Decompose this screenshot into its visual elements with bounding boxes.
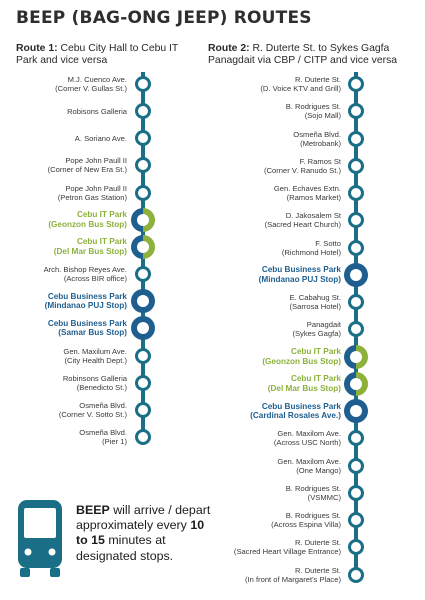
stop-name: Robinsons Galleria xyxy=(62,373,127,383)
stop-detail: (Corner V. Gullas St.) xyxy=(55,84,127,93)
marker-left-half xyxy=(131,289,143,313)
stop-label xyxy=(274,184,341,202)
stop-name: Osmeña Blvd. xyxy=(79,400,127,410)
it-park-stop-marker xyxy=(344,345,368,369)
stop-marker xyxy=(348,185,364,201)
marker-left-half xyxy=(344,263,356,287)
stop-detail: (City Health Dept.) xyxy=(64,355,127,365)
stop-marker xyxy=(135,130,151,146)
stop-name: R. Duterte St. xyxy=(294,565,341,575)
stop-marker xyxy=(135,348,151,364)
stop-label xyxy=(293,130,341,148)
stop-label xyxy=(292,320,341,338)
stop-marker xyxy=(135,429,151,445)
marker-left-half xyxy=(344,399,356,423)
stop-name: Osmeña Blvd. xyxy=(79,427,127,437)
stop-name: Gen. Maxilom Ave. xyxy=(277,429,341,439)
stop-label xyxy=(48,210,127,229)
stop-detail: (Pier 1) xyxy=(102,436,127,446)
marker-right-half xyxy=(143,316,155,340)
marker-left-half xyxy=(131,235,143,259)
marker-right-half xyxy=(143,208,155,232)
stop-marker xyxy=(348,76,364,92)
stop-marker xyxy=(348,240,364,256)
route-1-name: Route 1: xyxy=(16,43,58,54)
stop-detail: (Across USC North) xyxy=(273,438,341,448)
stop-label xyxy=(245,566,341,584)
stop-marker xyxy=(348,321,364,337)
marker-right-half xyxy=(356,263,368,287)
stop-name: Pope John Paull II xyxy=(65,183,127,193)
stop-marker xyxy=(348,567,364,583)
stop-detail: (Benedicto St.) xyxy=(76,382,127,392)
stop-detail: (In front of Margaret's Place) xyxy=(245,574,341,584)
stop-name: Panagdait xyxy=(306,320,341,330)
stop-label xyxy=(63,374,127,392)
business-park-stop-marker xyxy=(344,399,368,423)
stop-label xyxy=(67,107,127,116)
stop-marker xyxy=(348,131,364,147)
stop-marker xyxy=(348,158,364,174)
marker-center xyxy=(350,269,362,281)
stop-name: F. Sotto xyxy=(315,238,341,248)
stop-detail: (Geonzon Bus Stop) xyxy=(48,219,127,229)
bus-icon xyxy=(16,500,64,578)
business-park-stop-marker xyxy=(344,263,368,287)
stop-label xyxy=(59,401,127,419)
stop-detail: (Richmond Hotel) xyxy=(281,247,341,257)
stop-name: F. Ramos St xyxy=(299,156,341,166)
stop-detail: (D. Voice KTV and Grill) xyxy=(260,84,341,93)
stop-name: Cebu IT Park xyxy=(290,374,341,384)
stop-label xyxy=(286,484,341,502)
stop-label xyxy=(271,511,341,529)
marker-center xyxy=(137,241,149,253)
stop-detail: (Geonzon Bus Stop) xyxy=(262,356,341,366)
stop-marker xyxy=(348,103,364,119)
note-text-2: minutes at designated stops. xyxy=(76,533,174,563)
stop-detail: (Corner V. Ranudo St.) xyxy=(264,165,341,175)
stop-label xyxy=(48,319,127,338)
stop-name: Gen. Echaves Extn. xyxy=(273,184,341,193)
marker-center xyxy=(137,214,149,226)
stop-name: R. Duterte St. xyxy=(294,538,341,548)
stop-name: B. Rodrigues St. xyxy=(285,102,341,112)
stop-marker xyxy=(135,76,151,92)
it-park-stop-marker xyxy=(131,208,155,232)
stop-detail: (VSMMC) xyxy=(307,492,341,502)
frequency-note xyxy=(76,503,216,564)
stop-name: Cebu Business Park xyxy=(47,291,127,301)
route-2-description: R. Duterte St. to Sykes Gagfa Panagdait via CBP / CITP and vice versa xyxy=(208,43,398,66)
stop-marker xyxy=(348,512,364,528)
stop-name: Cebu IT Park xyxy=(76,237,127,247)
stop-label xyxy=(234,538,341,556)
stop-name: B. Rodrigues St. xyxy=(285,483,341,493)
stop-name: Gen. Maxilum Ave. xyxy=(63,346,127,356)
marker-center xyxy=(350,351,362,363)
stop-label xyxy=(55,75,127,93)
stop-detail: (Sarrosa Hotel) xyxy=(289,302,341,311)
stop-detail: (Samar Bus Stop) xyxy=(58,328,127,338)
stop-name: Gen. Maxilom Ave. xyxy=(277,456,341,466)
marker-right-half xyxy=(143,289,155,313)
marker-right-half xyxy=(143,235,155,259)
stop-label xyxy=(75,134,127,143)
it-park-stop-marker xyxy=(131,235,155,259)
marker-right-half xyxy=(356,345,368,369)
stop-marker xyxy=(348,294,364,310)
stop-name: Cebu Business Park xyxy=(261,265,341,275)
marker-center xyxy=(350,378,362,390)
marker-right-half xyxy=(356,372,368,396)
stop-label xyxy=(289,293,341,311)
stop-detail: (Metrobank) xyxy=(300,138,341,148)
note-interval: 10 to 15 xyxy=(76,518,205,548)
stop-detail: (One Mango) xyxy=(296,465,341,475)
stop-label xyxy=(63,347,127,365)
stop-marker xyxy=(135,375,151,391)
stop-detail: (Ramos Market) xyxy=(286,193,341,202)
marker-left-half xyxy=(131,316,143,340)
stop-detail: (Del Mar Bus Stop) xyxy=(267,383,341,393)
stop-label xyxy=(264,157,341,175)
stop-label xyxy=(260,75,341,93)
stop-detail: (Across Espina Villa) xyxy=(271,520,341,529)
stop-detail: (Del Mar Bus Stop) xyxy=(53,246,127,256)
stop-name: D. Jakosalem St xyxy=(285,211,341,221)
stop-marker xyxy=(348,458,364,474)
stop-name: M.J. Cuenco Ave. xyxy=(67,75,127,84)
stop-name: Robisons Galleria xyxy=(67,106,127,116)
stop-detail: (Sacred Heart Village Entrance) xyxy=(233,547,341,557)
stop-label xyxy=(45,292,127,311)
stop-marker xyxy=(135,266,151,282)
stop-label xyxy=(268,374,341,393)
stop-name: Cebu Business Park xyxy=(47,318,127,328)
stop-marker xyxy=(348,539,364,555)
route-1-description: Cebu City Hall to Cebu IT Park and vice versa xyxy=(16,43,179,66)
stop-name: A. Soriano Ave. xyxy=(74,133,127,143)
stop-detail: (Corner of New Era St.) xyxy=(47,165,127,175)
stop-detail: (Mindanao PUJ Stop) xyxy=(44,301,127,311)
stop-name: Arch. Bishop Reyes Ave. xyxy=(43,265,127,275)
route-1-line xyxy=(141,72,145,437)
stop-name: B. Rodrigues St. xyxy=(285,511,341,520)
stop-marker xyxy=(135,157,151,173)
stop-name: Osmeña Blvd. xyxy=(293,129,341,139)
page-title: BEEP (BAG-ONG JEEP) ROUTES xyxy=(16,8,312,28)
business-park-stop-marker xyxy=(131,289,155,313)
route-2-name: Route 2: xyxy=(208,43,250,54)
route-1-header xyxy=(16,43,201,67)
stop-marker xyxy=(135,402,151,418)
stop-detail: (Petron Gas Station) xyxy=(57,192,127,202)
stop-name: Pope John Paull II xyxy=(65,156,127,166)
stop-marker xyxy=(348,212,364,228)
stop-detail: (Sacred Heart Church) xyxy=(264,220,341,230)
stop-name: E. Cabahug St. xyxy=(289,293,341,302)
stop-marker xyxy=(348,485,364,501)
it-park-stop-marker xyxy=(344,372,368,396)
marker-center xyxy=(137,322,149,334)
marker-right-half xyxy=(356,399,368,423)
marker-left-half xyxy=(344,345,356,369)
stop-label xyxy=(44,265,127,283)
marker-left-half xyxy=(131,208,143,232)
marker-center xyxy=(350,405,362,417)
business-park-stop-marker xyxy=(131,316,155,340)
note-text-1: will arrive / depart approximately every xyxy=(76,503,211,533)
stop-label xyxy=(48,156,127,174)
stop-marker xyxy=(135,103,151,119)
route-2-header xyxy=(208,43,420,67)
stop-name: Cebu IT Park xyxy=(290,347,341,356)
stop-label xyxy=(58,184,127,202)
stop-detail: (Cardinal Rosales Ave.) xyxy=(250,411,341,420)
stop-name: Cebu Business Park xyxy=(261,401,341,411)
stop-label xyxy=(274,429,341,447)
stop-label xyxy=(282,239,341,257)
marker-center xyxy=(137,295,149,307)
stop-label xyxy=(277,457,341,475)
stop-marker xyxy=(348,430,364,446)
stop-detail: (Corner V. Sotto St.) xyxy=(58,409,127,419)
stop-name: Cebu IT Park xyxy=(76,210,127,220)
stop-label xyxy=(265,211,341,229)
route-2-line xyxy=(354,72,358,575)
stop-label xyxy=(250,402,341,421)
stop-detail: (Sojo Mall) xyxy=(304,111,341,121)
stop-label xyxy=(259,265,341,284)
marker-left-half xyxy=(344,372,356,396)
stop-label xyxy=(54,237,127,256)
stop-detail: (Sykes Gagfa) xyxy=(292,329,341,339)
stop-marker xyxy=(135,185,151,201)
stop-name: R. Duterte St. xyxy=(294,75,341,84)
stop-label xyxy=(262,347,341,366)
stop-label xyxy=(286,102,341,120)
stop-detail: (Mindanao PUJ Stop) xyxy=(258,274,341,284)
stop-label xyxy=(79,428,127,446)
note-brand: BEEP xyxy=(76,503,110,517)
stop-detail: (Across BIR office) xyxy=(63,274,127,284)
